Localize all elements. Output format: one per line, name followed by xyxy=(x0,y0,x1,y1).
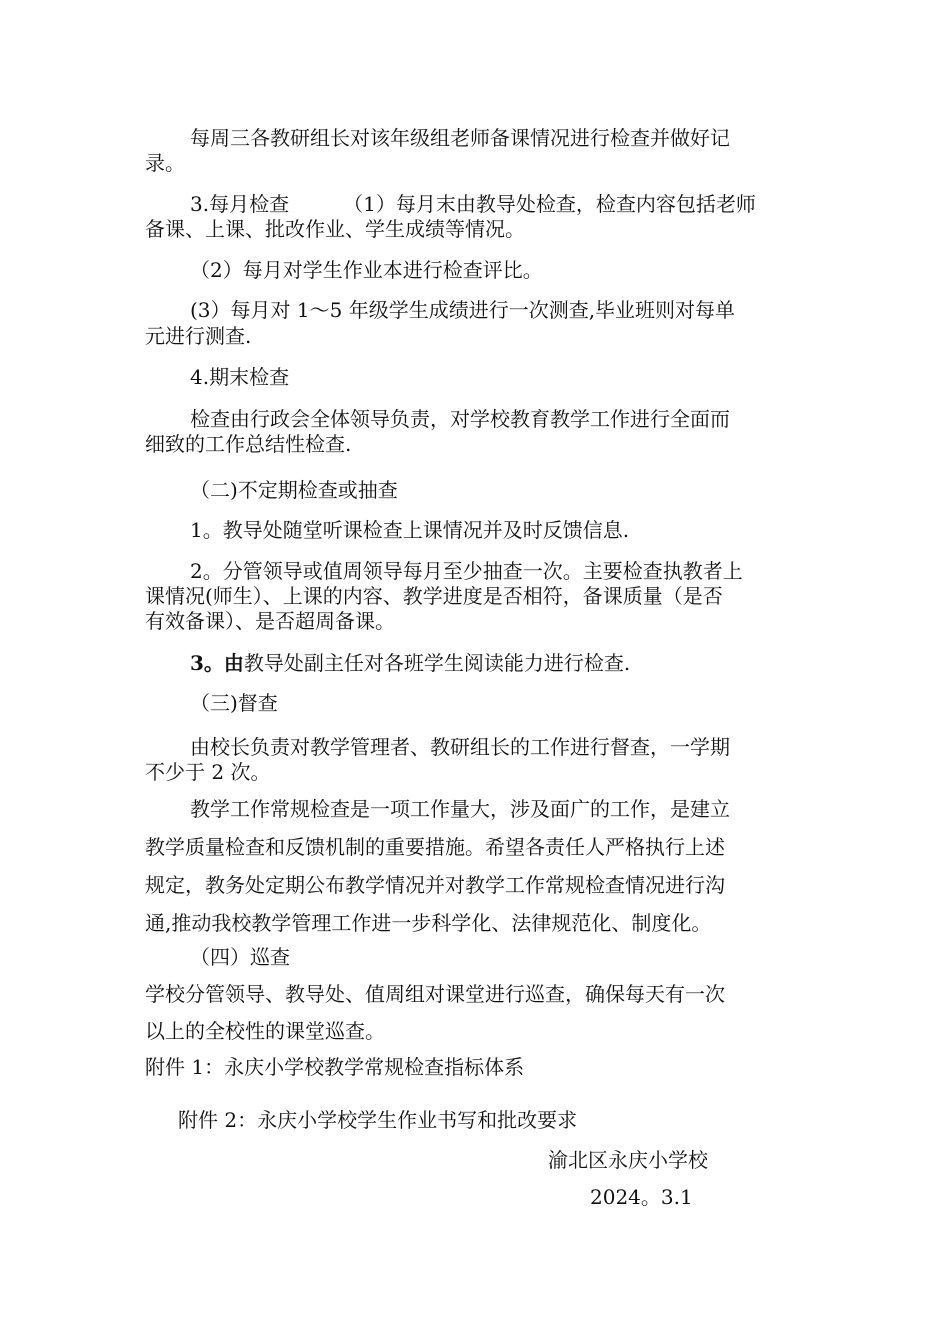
paragraph-line: 录。 xyxy=(145,151,185,175)
paragraph-line: 每周三各教研组长对该年级组老师备课情况进行检查并做好记 xyxy=(190,126,730,150)
paragraph-text: （1）每月末由教导处检查，检查内容包括老师 xyxy=(343,192,756,216)
paragraph-line: 教学质量检查和反馈机制的重要措施。希望各责任人严格执行上述 xyxy=(145,835,725,859)
attachment-2: 附件 2：永庆小学校学生作业书写和批改要求 xyxy=(178,1108,578,1132)
paragraph-line: 不少于 2 次。 xyxy=(145,760,271,784)
paragraph-line xyxy=(190,649,630,677)
paragraph-line: 以上的全校性的课堂巡查。 xyxy=(145,1019,385,1043)
paragraph-line: 教学工作常规检查是一项工作量大，涉及面广的工作，是建立 xyxy=(190,797,730,821)
section-heading: （三)督查 xyxy=(190,691,278,715)
paragraph-line: 学校分管领导、教导处、值周组对课堂进行巡查，确保每天有一次 xyxy=(145,982,725,1006)
section-heading: （四）巡查 xyxy=(190,945,290,969)
paragraph-line: 有效备课）、是否超周备课。 xyxy=(145,609,395,633)
section-heading-monthly-check xyxy=(190,190,756,218)
section-heading: （二)不定期检查或抽查 xyxy=(190,478,398,502)
signature-school: 渝北区永庆小学校 xyxy=(548,1148,708,1172)
section-heading: 4.期末检查 xyxy=(190,365,290,389)
signature-date: 2024。3.1 xyxy=(590,1185,693,1209)
paragraph-line: 2。分管领导或值周领导每月至少抽查一次。主要检查执教者上 xyxy=(190,559,743,583)
paragraph-text: 教导处副主任对各班学生阅读能力进行检查. xyxy=(243,651,631,675)
paragraph-line: （2）每月对学生作业本进行检查评比。 xyxy=(190,258,543,282)
paragraph-line: 由校长负责对教学管理者、教研组长的工作进行督查，一学期 xyxy=(190,735,730,759)
heading-text: 3.每月检查 xyxy=(190,192,290,216)
attachment-1: 附件 1：永庆小学校教学常规检查指标体系 xyxy=(145,1055,525,1079)
paragraph-line: 课情况(师生）、上课的内容、教学进度是否相符，备课质量（是否 xyxy=(145,584,723,608)
paragraph-line: 元进行测查. xyxy=(145,324,252,348)
paragraph-line: 备课、上课、批改作业、学生成绩等情况。 xyxy=(145,217,525,241)
paragraph-line: 细致的工作总结性检查. xyxy=(145,432,352,456)
paragraph-line: 通,推动我校教学管理工作进一步科学化、法律规范化、制度化。 xyxy=(145,911,712,935)
paragraph-line: 1。教导处随堂听课检查上课情况并及时反馈信息. xyxy=(190,518,630,542)
paragraph-line: (3）每月对 1～5 年级学生成绩进行一次测查,毕业班则对每单 xyxy=(190,298,736,322)
bold-prefix: 3。由 xyxy=(190,651,244,675)
paragraph-line: 规定，教务处定期公布教学情况并对教学工作常规检查情况进行沟 xyxy=(145,873,725,897)
paragraph-line: 检查由行政会全体领导负责，对学校教育教学工作进行全面而 xyxy=(190,407,730,431)
